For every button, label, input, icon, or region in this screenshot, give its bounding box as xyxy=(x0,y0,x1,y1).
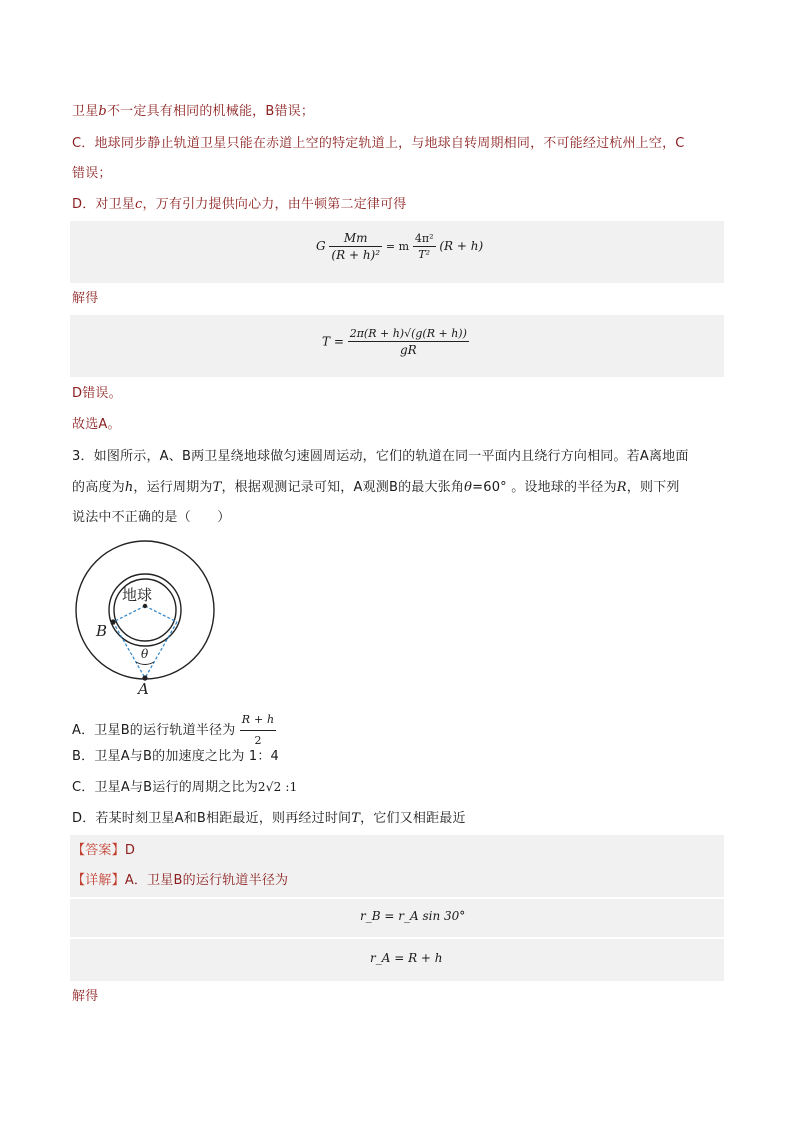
answer-line: 【答案】D xyxy=(72,843,136,858)
text-line-4: D．对卫星c，万有引力提供向心力，由牛顿第二定律可得 xyxy=(72,197,407,212)
option-d: D．若某时刻卫星A和B相距最近，则再经过时间T，它们又相距最近 xyxy=(72,811,466,826)
radius-to-b xyxy=(113,606,145,622)
option-c: C．卫星A与B运行的周期之比为2√2 :1 xyxy=(72,780,298,795)
detail-line: 【详解】A．卫星B的运行轨道半径为 xyxy=(72,873,289,888)
formula-ra: r_A = R + h xyxy=(370,951,443,965)
text-choose: 故选A。 xyxy=(72,417,121,432)
jiede-label-1: 解得 xyxy=(72,291,99,306)
radius-right xyxy=(145,606,177,622)
formula-period: T = $\frac{2\pi(R + h)√(g(R + h))}{gR}$ xyxy=(322,327,467,357)
angle-arc xyxy=(136,662,154,665)
answer-panel xyxy=(70,835,724,981)
text-line-1: 卫星b不一定具有相同的机械能，B错误； xyxy=(72,104,315,119)
label-theta: θ xyxy=(141,647,149,661)
question-3-line-2: 的高度为h，运行周期为T，根据观测记录可知，A观测B的最大张角θ=60° 。设地球的半径为R，则下列 xyxy=(72,480,680,495)
formula-panel-2 xyxy=(70,315,724,377)
option-b: B．卫星A与B的加速度之比为 1：4 xyxy=(72,749,280,764)
formula-gravity: G $\frac{Mm}{\text{(R + h)²}}$ = m $\frac{\text{4π²}}{\text{T²}}$ (R + h) xyxy=(316,231,484,262)
earth-center-dot xyxy=(143,604,147,608)
label-b: B xyxy=(96,622,108,640)
text-line-3: 错误； xyxy=(72,166,112,181)
text-d-wrong: D错误。 xyxy=(72,386,122,401)
question-3-line-1: 3．如图所示，A、B两卫星绕地球做匀速圆周运动，它们的轨道在同一平面内且绕行方向相同。若A离地面 xyxy=(72,449,689,464)
question-3-line-3: 说法中不正确的是（ ） xyxy=(72,510,231,525)
orbit-figure xyxy=(72,540,217,698)
formula-panel-1 xyxy=(70,221,724,283)
formula-rb: r_B = r_A sin 30° xyxy=(360,909,466,923)
option-a: A．卫星B的运行轨道半径为 $\frac{R + h}{2}$ xyxy=(72,713,275,747)
orbit-b-circle xyxy=(109,574,181,646)
satellite-b-dot xyxy=(110,619,115,624)
formula-ra-row xyxy=(70,937,724,983)
tangent-right xyxy=(145,622,177,678)
text-line-2: C．地球同步静止轨道卫星只能在赤道上空的特定轨道上，与地球自转周期相同，不可能经过杭州上空，C xyxy=(72,136,685,151)
formula-rb-row xyxy=(70,897,724,937)
label-a: A xyxy=(138,680,149,698)
jiede-label-2: 解得 xyxy=(72,989,99,1004)
earth-label: 地球 xyxy=(122,586,153,604)
